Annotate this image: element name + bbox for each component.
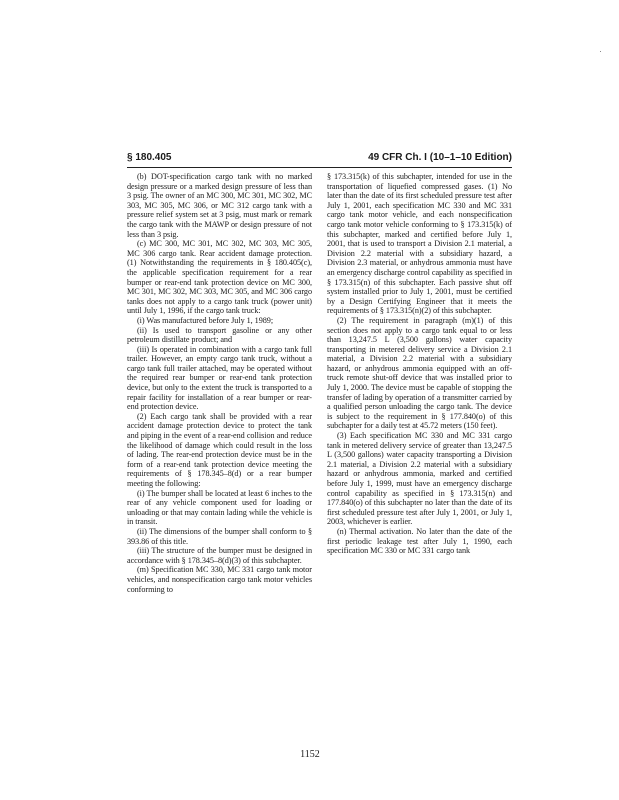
paragraph: (iii) Is operated in combination with a cargo tank full trailer. However, an empty cargo tank truck, without a cargo tank full trailer attached, may be operated without the required rear bumper or rear-end tank protection device, but only to the extent the truck is transported to a repair facility for installation of a rear bumper or rear-end protection device. <box>127 344 312 412</box>
paragraph: (ii) The dimensions of the bumper shall conform to § 393.86 of this title. <box>127 526 312 546</box>
paragraph: (3) Each specification MC 330 and MC 331 cargo tank in metered delivery service of greater than 13,247.5 L (3,500 gallons) water capacity transporting a Division 2.1 material, a Division 2.2 material with a subsidiary hazard or anhydrous ammonia, marked and certified before July 1, 1999, must have an emergency discharge control capability as specified in § 173.315(n) and 177.840(o) of this subchapter no later than the date of its first scheduled pressure test after July 1, 2001, or July 1, 2003, whichever is earlier. <box>327 431 512 527</box>
paragraph: (i) The bumper shall be located at least 6 inches to the rear of any vehicle component used for loading or unloading or that may contain lading while the vehicle is in transit. <box>127 488 312 527</box>
scan-speck <box>600 51 601 52</box>
paragraph: (c) MC 300, MC 301, MC 302, MC 303, MC 305, MC 306 cargo tank. Rear accident damage protection. (1) Notwithstanding the requirements in § 180.405(c), the applicable specification requirement for a rear bumper or rear-end tank protection device on MC 300, MC 301, MC 302, MC 303, MC 305, and MC 306 cargo tanks does not apply to a cargo tank truck (power unit) until July 1, 1996, if the cargo tank truck: <box>127 239 312 316</box>
paragraph: (iii) The structure of the bumper must be designed in accordance with § 178.345–8(d)(3) of this subchapter. <box>127 546 312 565</box>
paragraph: (i) Was manufactured before July 1, 1989; <box>137 315 274 325</box>
left-text-column <box>127 172 312 737</box>
paragraph: (m) Specification MC 330, MC 331 cargo tank motor vehicles, and nonspecification cargo tank motor vehicles conforming to <box>127 565 312 594</box>
paragraph: (b) DOT-specification cargo tank with no marked design pressure or a marked design pressure of less than 3 psig. The owner of an MC 300, MC 301, MC 302, MC 303, MC 305, MC 306, or MC 312 cargo tank with a pressure relief system set at 3 psig, must mark or remark the cargo tank with the MAWP or design pressure of not less than 3 psig. <box>127 172 312 239</box>
paragraph: (ii) Is used to transport gasoline or any other petroleum distillate product; and <box>127 325 312 345</box>
header-rule <box>127 167 512 168</box>
running-header <box>127 152 512 166</box>
paragraph: (2) Each cargo tank shall be provided with a rear accident damage protection device to protect the tank and piping in the event of a rear-end collision and reduce the likelihood of damage which could result in the loss of lading. The rear-end protection device must be in the form of a rear-end tank protection device meeting the requirements of § 178.345–8(d) or a rear bumper meeting the following: <box>127 411 312 488</box>
section-number: § 180.405 <box>127 152 172 163</box>
cfr-reference: 49 CFR Ch. I (10–1–10 Edition) <box>368 152 512 163</box>
paragraph: (n) Thermal activation. No later than the date of the first periodic leakage test after July 1, 1990, each specification MC 330 or MC 331 cargo tank <box>327 526 512 556</box>
paragraph: (2) The requirement in paragraph (m)(1) of this section does not apply to a cargo tank equal to or less than 13,247.5 L (3,500 gallons) water capacity transporting in metered delivery service a Division 2.1 material, a Division 2.2 material with a subsidiary hazard, or anhydrous ammonia equipped with an off-truck remote shut-off device that was installed prior to July 1, 2000. The device must be capable of stopping the transfer of lading by operation of a transmitter carried by a qualified person unloading the cargo tank. The device is subject to the requirement in § 177.840(o) of this subchapter for a daily test at 45.72 meters (150 feet). <box>327 315 512 431</box>
right-text-column <box>327 172 512 737</box>
page-number: 1152 <box>300 749 320 760</box>
paragraph: § 173.315(k) of this subchapter, intended for use in the transportation of liquefied compressed gases. (1) No later than the date of its first scheduled pressure test after July 1, 2001, each specification MC 330 and MC 331 cargo tank motor vehicle, and each nonspecification cargo tank motor vehicle conforming to § 173.315(k) of this subchapter, marked and certified before July 1, 2001, that is used to transport a Division 2.1 material, a Division 2.2 material with a subsidiary hazard, a Division 2.3 material, or anhydrous ammonia must have an emergency discharge control capability as specified in § 173.315(n) of this subchapter. Each passive shut off system installed prior to July 1, 2001, must be certified by a Design Certifying Engineer that it meets the requirements of § 173.315(n)(2) of this subchapter. <box>327 172 512 316</box>
